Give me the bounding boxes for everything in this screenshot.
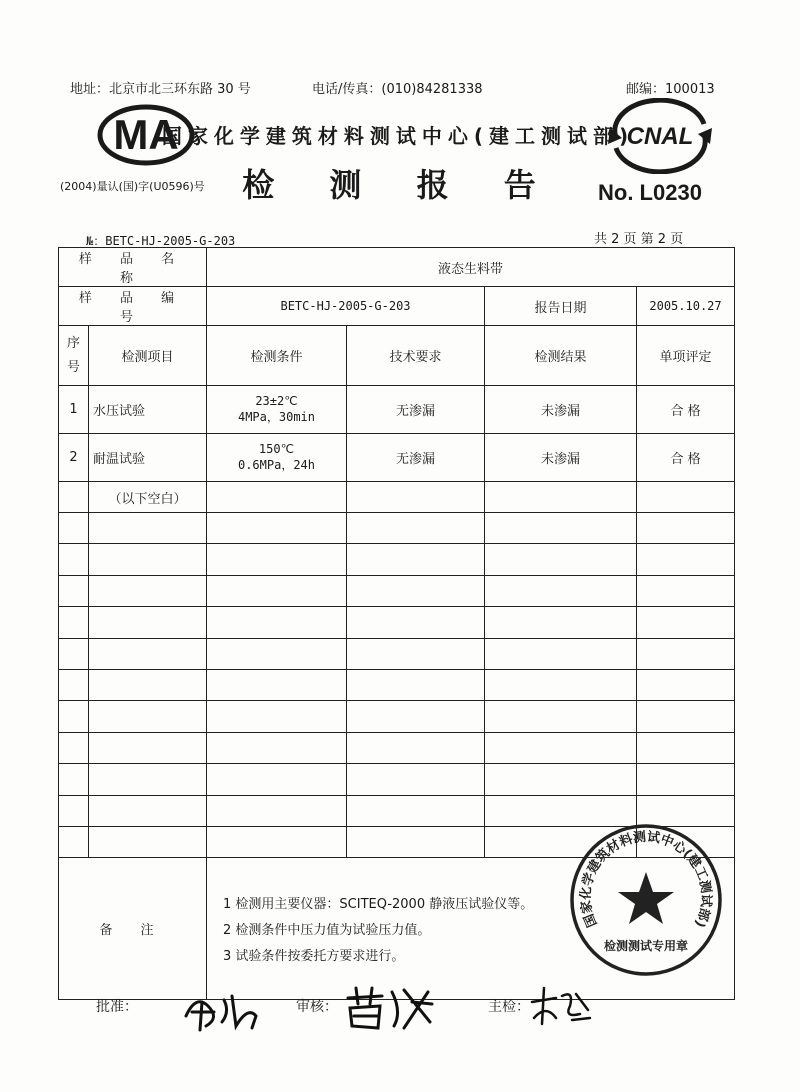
ma-logo-text: MA (113, 111, 179, 158)
empty-cell (485, 544, 637, 575)
stamp-ring-text: 国家化学建筑材料测试中心(建工测试部) (578, 829, 714, 930)
table-row (59, 434, 735, 482)
approve-signature-icon (178, 986, 268, 1034)
page-count: 共 2 页 第 2 页 (594, 232, 684, 247)
empty-cell (59, 482, 89, 513)
empty-cell (637, 513, 735, 544)
organization-title: 国家化学建筑材料测试中心(建工测试部) (161, 124, 635, 148)
empty-cell (347, 764, 485, 795)
empty-cell (207, 482, 347, 513)
empty-cell (89, 669, 207, 700)
row-condition-pressure: 0.6MPa，24h (237, 458, 316, 472)
row-result: 未渗漏 (485, 386, 637, 434)
requirement-header: 技术要求 (347, 326, 485, 386)
empty-cell (637, 575, 735, 606)
row-result: 未渗漏 (485, 434, 637, 482)
empty-cell (89, 544, 207, 575)
empty-cell (207, 575, 347, 606)
empty-cell (59, 544, 89, 575)
empty-cell (485, 607, 637, 638)
empty-cell (59, 638, 89, 669)
sample-name-value: 液态生料带 (207, 248, 735, 287)
seq-header: 序号 (59, 326, 89, 386)
empty-cell (637, 701, 735, 732)
empty-table-row (59, 669, 735, 700)
row-verdict: 合 格 (637, 434, 735, 482)
empty-table-row (59, 732, 735, 763)
empty-table-row (59, 513, 735, 544)
condition-header: 检测条件 (207, 326, 347, 386)
empty-cell (485, 732, 637, 763)
empty-cell (347, 482, 485, 513)
empty-cell (347, 513, 485, 544)
remarks-label: 备 注 (59, 858, 207, 1000)
empty-cell (637, 607, 735, 638)
empty-cell (347, 732, 485, 763)
empty-cell (485, 638, 637, 669)
empty-cell (59, 732, 89, 763)
empty-table-row (59, 575, 735, 606)
address: 地址：北京市北三环东路 30 号 (70, 82, 251, 97)
row-verdict: 合 格 (637, 386, 735, 434)
document-number: №：BETC-HJ-2005-G-203 (86, 234, 236, 248)
row-seq: 1 (59, 386, 89, 434)
empty-cell (89, 764, 207, 795)
row-requirement: 无渗漏 (347, 434, 485, 482)
empty-cell (485, 669, 637, 700)
inspector-label: 主检： (488, 999, 530, 1015)
empty-cell (207, 544, 347, 575)
empty-cell (207, 826, 347, 857)
sample-name-row (59, 248, 735, 287)
row-item: 水压试验 (89, 386, 207, 434)
empty-cell (485, 513, 637, 544)
column-header-row (59, 326, 735, 386)
empty-cell (207, 638, 347, 669)
sample-code-row (59, 287, 735, 326)
empty-cell (637, 732, 735, 763)
empty-cell (347, 575, 485, 606)
blank-note-row (59, 482, 735, 513)
report-date-label: 报告日期 (485, 287, 637, 326)
empty-cell (207, 795, 347, 826)
sample-code-label: 样 品 编 号 (59, 287, 207, 326)
sample-name-label: 样 品 名 称 (59, 248, 207, 287)
cnal-logo-text: CNAL (626, 123, 694, 150)
empty-cell (59, 795, 89, 826)
row-condition-temp: 150℃ (258, 442, 295, 456)
empty-table-row (59, 638, 735, 669)
empty-cell (59, 669, 89, 700)
empty-cell (207, 732, 347, 763)
phone-fax: 电话/传真：(010)84281338 (312, 82, 483, 97)
approve-label: 批准： (96, 999, 138, 1015)
empty-cell (59, 513, 89, 544)
empty-cell (347, 544, 485, 575)
empty-cell (59, 764, 89, 795)
empty-cell (89, 826, 207, 857)
empty-cell (637, 482, 735, 513)
empty-cell (485, 701, 637, 732)
empty-cell (89, 575, 207, 606)
empty-cell (59, 607, 89, 638)
empty-cell (59, 575, 89, 606)
row-condition (207, 434, 347, 482)
empty-table-row (59, 701, 735, 732)
empty-cell (347, 607, 485, 638)
empty-cell (89, 607, 207, 638)
empty-cell (207, 764, 347, 795)
report-date-value: 2005.10.27 (637, 287, 735, 326)
remark-line: 2 检测条件中压力值为试验压力值。 (223, 923, 431, 939)
empty-cell (89, 638, 207, 669)
empty-cell (89, 701, 207, 732)
blank-note: （以下空白） (89, 482, 207, 513)
result-header: 检测结果 (485, 326, 637, 386)
empty-cell (347, 826, 485, 857)
review-label: 审核： (296, 999, 338, 1015)
empty-table-row (59, 544, 735, 575)
verdict-header: 单项评定 (637, 326, 735, 386)
empty-cell (637, 764, 735, 795)
empty-table-row (59, 764, 735, 795)
empty-cell (637, 638, 735, 669)
empty-rows (59, 513, 735, 858)
row-requirement: 无渗漏 (347, 386, 485, 434)
empty-cell (347, 669, 485, 700)
empty-cell (347, 638, 485, 669)
table-row (59, 386, 735, 434)
certification-number: (2004)量认(国)字(U0596)号 (60, 180, 205, 193)
empty-cell (89, 513, 207, 544)
remark-line: 3 试验条件按委托方要求进行。 (223, 949, 405, 965)
empty-cell (89, 795, 207, 826)
empty-cell (485, 764, 637, 795)
row-item: 耐温试验 (89, 434, 207, 482)
row-condition-temp: 23±2℃ (255, 394, 298, 408)
empty-cell (207, 669, 347, 700)
inspector-signature-icon (526, 984, 596, 1030)
empty-cell (207, 513, 347, 544)
empty-cell (485, 575, 637, 606)
empty-cell (89, 732, 207, 763)
empty-cell (347, 795, 485, 826)
empty-cell (637, 544, 735, 575)
empty-cell (207, 701, 347, 732)
stamp-bottom-text: 检测测试专用章 (603, 939, 689, 953)
remark-line: 1 检测用主要仪器：SCITEQ-2000 静液压试验仪等。 (223, 897, 534, 913)
postcode: 邮编：100013 (626, 82, 715, 97)
official-stamp-icon (568, 822, 724, 978)
review-signature-icon (342, 982, 442, 1034)
report-number: No. L0230 (598, 180, 702, 205)
row-condition-pressure: 4MPa，30min (237, 410, 316, 424)
item-header: 检测项目 (89, 326, 207, 386)
empty-cell (59, 826, 89, 857)
row-condition (207, 386, 347, 434)
empty-cell (59, 701, 89, 732)
empty-table-row (59, 607, 735, 638)
empty-cell (207, 607, 347, 638)
row-seq: 2 (59, 434, 89, 482)
document-title: 检 测 报 告 (242, 166, 558, 204)
empty-cell (347, 701, 485, 732)
sample-code-value: BETC-HJ-2005-G-203 (207, 287, 485, 326)
empty-cell (637, 669, 735, 700)
empty-cell (485, 482, 637, 513)
